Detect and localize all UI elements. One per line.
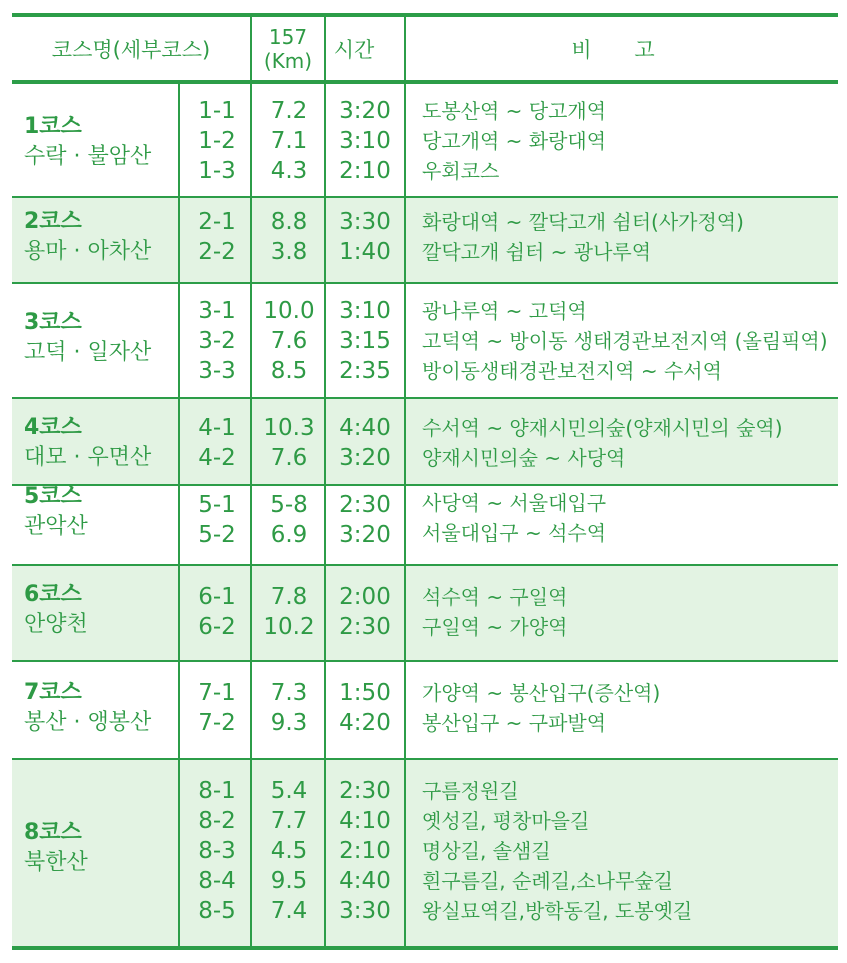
segment-time: 3:20 — [339, 445, 391, 471]
course-number: 8코스 — [24, 820, 82, 845]
segment-distances — [254, 96, 324, 186]
segment-distances — [254, 776, 324, 926]
course-number: 6코스 — [24, 582, 82, 607]
segment-time: 2:35 — [339, 358, 391, 384]
segment-note: 왕실묘역길,방학동길, 도봉옛길 — [422, 899, 693, 923]
segment-times — [326, 678, 404, 738]
segment-note: 명상길, 솔샘길 — [422, 839, 551, 863]
course-name — [24, 207, 151, 267]
course-mountains: 북한산 — [24, 850, 88, 875]
course-mountains: 수락 · 불암산 — [24, 144, 152, 169]
segment-id: 8-2 — [198, 808, 236, 834]
segment-time: 2:10 — [339, 838, 391, 864]
segment-times — [326, 96, 404, 186]
course-name — [24, 482, 88, 542]
course-mountains: 용마 · 아차산 — [24, 239, 152, 264]
segment-note: 우회코스 — [422, 159, 500, 183]
segment-time: 3:20 — [339, 522, 391, 548]
course-divider — [12, 660, 838, 662]
header-remarks-label: 비 고 — [571, 38, 673, 62]
segment-times — [326, 582, 404, 642]
segment-note: 수서역 ~ 양재시민의숲(양재시민의 숲역) — [422, 416, 783, 440]
course-name — [24, 678, 151, 738]
segment-time: 3:15 — [339, 328, 391, 354]
segment-km: 7.6 — [270, 328, 308, 354]
segment-time: 2:00 — [339, 584, 391, 610]
course-number: 1코스 — [24, 114, 82, 139]
segment-time: 2:10 — [339, 158, 391, 184]
segment-km: 5-8 — [270, 492, 308, 518]
segment-id: 4-1 — [198, 415, 236, 441]
segment-id: 5-2 — [198, 522, 236, 548]
segment-time: 4:10 — [339, 808, 391, 834]
course-name — [24, 413, 151, 473]
segment-time: 3:30 — [339, 898, 391, 924]
segment-notes — [422, 582, 838, 642]
segment-ids — [182, 96, 252, 186]
header-remarks — [406, 18, 838, 80]
course-divider — [12, 484, 838, 486]
segment-times — [326, 490, 404, 550]
segment-note: 깔닥고개 쉼터 ~ 광나루역 — [422, 240, 652, 264]
segment-notes — [422, 488, 838, 548]
segment-id: 4-2 — [198, 445, 236, 471]
segment-times — [326, 413, 404, 473]
course-number: 7코스 — [24, 680, 82, 705]
segment-km: 7.2 — [270, 98, 308, 124]
header-time-label: 시간 — [333, 38, 375, 62]
header-distance — [252, 18, 324, 80]
segment-note: 화랑대역 ~ 깔닥고개 쉼터(사가정역) — [422, 210, 744, 234]
course-mountains: 안양천 — [24, 612, 88, 637]
segment-km: 8.5 — [270, 358, 308, 384]
course-number: 4코스 — [24, 415, 82, 440]
segment-note: 서울대입구 ~ 석수역 — [422, 521, 607, 545]
segment-id: 1-2 — [198, 128, 236, 154]
segment-note: 고덕역 ~ 방이동 생태경관보전지역 (올림픽역) — [422, 329, 828, 353]
course-mountains: 고덕 · 일자산 — [24, 340, 152, 365]
header-distance-total: 157 — [268, 25, 308, 49]
segment-time: 2:30 — [339, 778, 391, 804]
segment-distances — [254, 207, 324, 267]
course-name — [24, 308, 151, 368]
course-number: 5코스 — [24, 484, 82, 509]
segment-km: 10.0 — [263, 298, 315, 324]
segment-km: 7.8 — [270, 584, 308, 610]
column-divider — [178, 84, 180, 946]
segment-distances — [254, 413, 324, 473]
segment-id: 8-1 — [198, 778, 236, 804]
course-name — [24, 580, 88, 640]
segment-times — [326, 207, 404, 267]
course-number: 3코스 — [24, 310, 82, 335]
segment-id: 3-3 — [198, 358, 236, 384]
header-rule — [12, 80, 838, 84]
segment-note: 양재시민의숲 ~ 사당역 — [422, 446, 626, 470]
segment-note: 구일역 ~ 가양역 — [422, 615, 568, 639]
segment-id: 2-1 — [198, 209, 236, 235]
segment-time: 3:10 — [339, 128, 391, 154]
course-number: 2코스 — [24, 209, 82, 234]
segment-time: 3:10 — [339, 298, 391, 324]
segment-id: 1-1 — [198, 98, 236, 124]
column-divider — [404, 15, 406, 946]
segment-note: 사당역 ~ 서울대입구 — [422, 491, 607, 515]
course-name — [24, 112, 151, 172]
segment-note: 봉산입구 ~ 구파발역 — [422, 711, 607, 735]
segment-km: 9.5 — [270, 868, 308, 894]
segment-note: 당고개역 ~ 화랑대역 — [422, 129, 607, 153]
segment-id: 1-3 — [198, 158, 236, 184]
segment-ids — [182, 296, 252, 386]
segment-ids — [182, 207, 252, 267]
segment-note: 석수역 ~ 구일역 — [422, 585, 568, 609]
segment-note: 옛성길, 평창마을길 — [422, 809, 590, 833]
segment-id: 8-4 — [198, 868, 236, 894]
course-divider — [12, 758, 838, 760]
segment-id: 6-2 — [198, 614, 236, 640]
segment-id: 8-5 — [198, 898, 236, 924]
segment-note: 광나루역 ~ 고덕역 — [422, 299, 587, 323]
segment-km: 7.4 — [270, 898, 308, 924]
segment-time: 3:20 — [339, 98, 391, 124]
course-divider — [12, 282, 838, 284]
segment-km: 7.1 — [270, 128, 308, 154]
header-course-name — [12, 18, 250, 80]
segment-id: 7-1 — [198, 680, 236, 706]
segment-time: 1:50 — [339, 680, 391, 706]
segment-km: 3.8 — [270, 239, 308, 265]
segment-id: 3-2 — [198, 328, 236, 354]
segment-time: 4:20 — [339, 710, 391, 736]
segment-notes — [422, 207, 838, 267]
segment-km: 7.7 — [270, 808, 308, 834]
course-mountains: 봉산 · 앵봉산 — [24, 710, 152, 735]
segment-time: 4:40 — [339, 868, 391, 894]
segment-note: 방이동생태경관보전지역 ~ 수서역 — [422, 359, 722, 383]
segment-km: 8.8 — [270, 209, 308, 235]
segment-ids — [182, 678, 252, 738]
segment-time: 2:30 — [339, 492, 391, 518]
bottom-rule — [12, 946, 838, 950]
segment-id: 6-1 — [198, 584, 236, 610]
header-distance-unit: (Km) — [263, 49, 313, 73]
segment-id: 7-2 — [198, 710, 236, 736]
header-time — [326, 18, 382, 80]
segment-distances — [254, 678, 324, 738]
segment-km: 10.3 — [263, 415, 315, 441]
course-divider — [12, 564, 838, 566]
segment-distances — [254, 582, 324, 642]
segment-ids — [182, 490, 252, 550]
segment-distances — [254, 490, 324, 550]
segment-note: 도봉산역 ~ 당고개역 — [422, 99, 607, 123]
course-name — [24, 818, 88, 878]
course-mountains: 대모 · 우면산 — [24, 445, 152, 470]
segment-km: 4.3 — [270, 158, 308, 184]
segment-times — [326, 776, 404, 926]
segment-distances — [254, 296, 324, 386]
course-divider — [12, 196, 838, 198]
segment-notes — [422, 296, 838, 386]
header-course-name-label: 코스명(세부코스) — [51, 38, 211, 62]
segment-notes — [422, 413, 838, 473]
segment-km: 5.4 — [270, 778, 308, 804]
course-mountains: 관악산 — [24, 514, 88, 539]
segment-km: 6.9 — [270, 522, 308, 548]
segment-ids — [182, 582, 252, 642]
segment-note: 흰구름길, 순례길,소나무숲길 — [422, 869, 673, 893]
segment-id: 5-1 — [198, 492, 236, 518]
segment-note: 구름정원길 — [422, 779, 519, 803]
segment-km: 9.3 — [270, 710, 308, 736]
segment-notes — [422, 96, 838, 186]
segment-ids — [182, 413, 252, 473]
segment-id: 2-2 — [198, 239, 236, 265]
segment-time: 1:40 — [339, 239, 391, 265]
segment-note: 가양역 ~ 봉산입구(증산역) — [422, 681, 661, 705]
segment-ids — [182, 776, 252, 926]
segment-time: 3:30 — [339, 209, 391, 235]
segment-times — [326, 296, 404, 386]
segment-id: 8-3 — [198, 838, 236, 864]
segment-km: 7.6 — [270, 445, 308, 471]
segment-time: 2:30 — [339, 614, 391, 640]
segment-km: 4.5 — [270, 838, 308, 864]
top-rule — [12, 13, 838, 17]
segment-id: 3-1 — [198, 298, 236, 324]
segment-km: 7.3 — [270, 680, 308, 706]
segment-km: 10.2 — [263, 614, 315, 640]
segment-notes — [422, 776, 838, 926]
course-divider — [12, 397, 838, 399]
segment-notes — [422, 678, 838, 738]
segment-time: 4:40 — [339, 415, 391, 441]
